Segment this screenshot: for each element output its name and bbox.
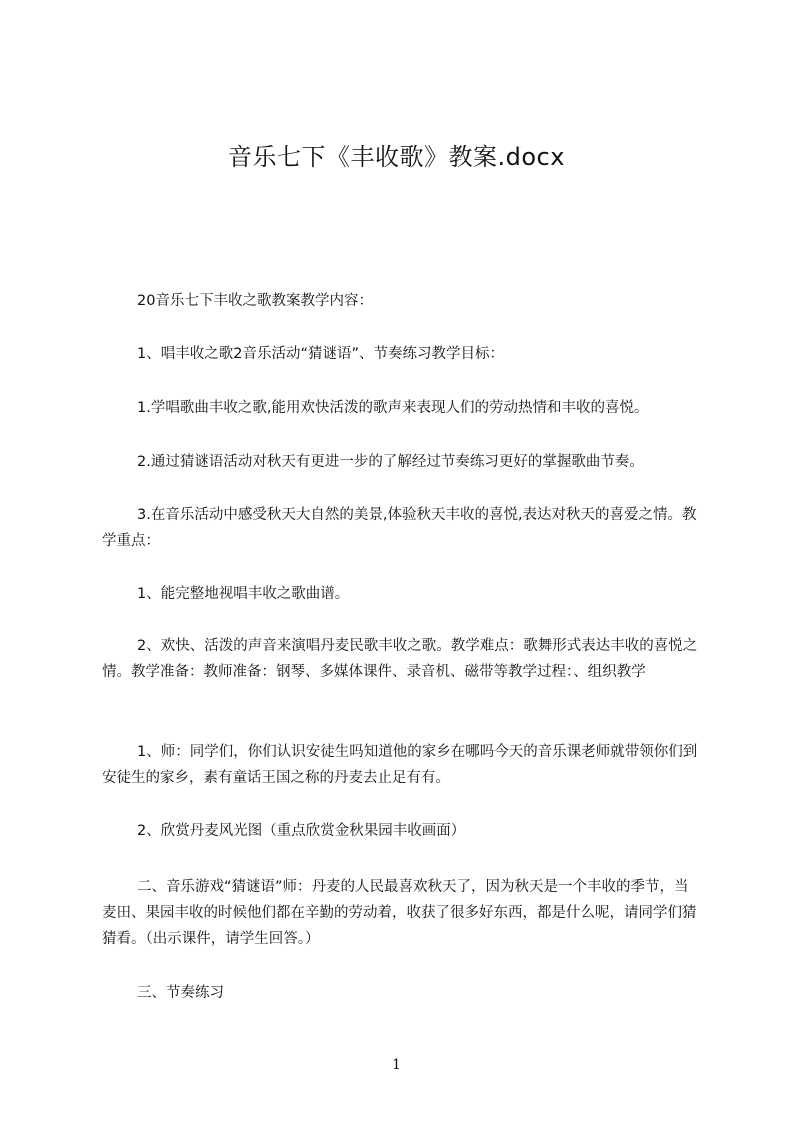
paragraph-8: 1、师：同学们，你们认识安徒生吗知道他的家乡在哪吗今天的音乐课老师就带领你们到安徒生的家乡，素有童话王国之称的丹麦去止足有有。 (102, 744, 698, 786)
paragraph-5: 3.在音乐活动中感受秋天大自然的美景,体验秋天丰收的喜悦,表达对秋天的喜爱之情。教学重点： (102, 507, 697, 549)
paragraph-10: 二、音乐游戏“猜谜语”师：丹麦的人民最喜欢秋天了，因为秋天是一个丰收的季节，当麦田、果园丰收的时候他们都在辛勤的劳动着，收获了很多好东西，都是什么呢，请同学们猜猜看。（出示课件，请学生回答。） (102, 879, 697, 947)
paragraph-2: 1、唱丰收之歌2音乐活动“猜谜语”、节奏练习教学目标： (137, 346, 504, 362)
paragraph-4: 2.通过猜谜语活动对秋天有更进一步的了解经过节奏练习更好的掌握歌曲节奏。 (137, 454, 644, 470)
paragraph-7: 2、欢快、活泼的声音来演唱丹麦民歌丰收之歌。教学难点：歌舞形式表达丰收的喜悦之情。教学准备：教师准备：钢琴、多媒体课件、录音机、磁带等教学过程：、组织教学 (102, 638, 698, 680)
paragraph-11: 三、节奏练习 (137, 985, 224, 1001)
paragraph-3: 1.学唱歌曲丰收之歌,能用欢快活泼的歌声来表现人们的劳动热情和丰收的喜悦。 (137, 400, 649, 416)
paragraph-1: 20音乐七下丰收之歌教案教学内容： (137, 293, 373, 309)
paragraph-9: 2、欣赏丹麦风光图（重点欣赏金秋果园丰收画面） (137, 823, 466, 839)
document-title: 音乐七下《丰收歌》教案.docx (228, 143, 565, 171)
page-number: 1 (392, 1057, 401, 1073)
paragraph-6: 1、能完整地视唱丰收之歌曲谱。 (137, 586, 350, 602)
